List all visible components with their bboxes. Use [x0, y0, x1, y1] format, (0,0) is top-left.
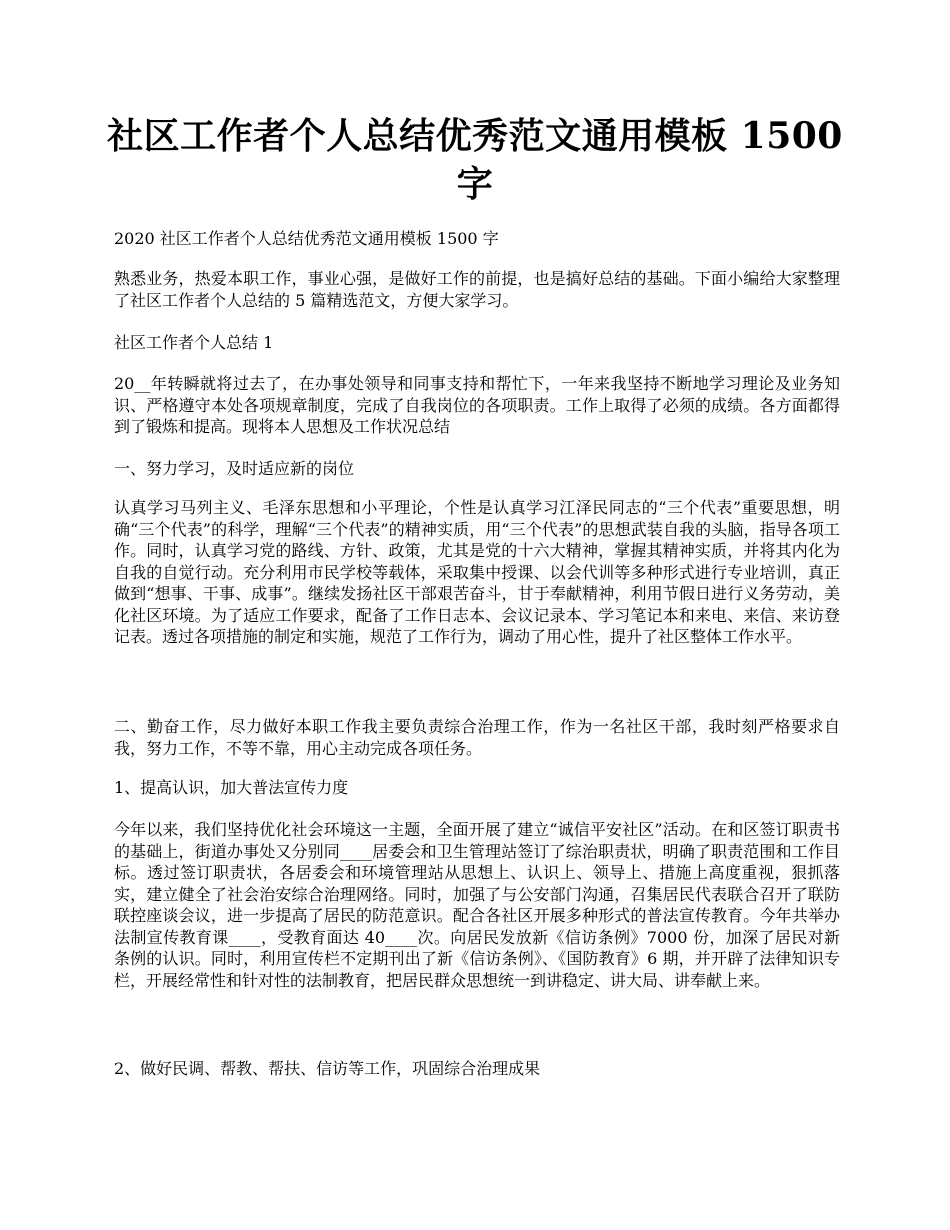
heading-study: 一、努力学习，及时适应新的岗位: [114, 459, 355, 478]
section-heading-summary-1: 社区工作者个人总结 1: [114, 333, 274, 352]
document-title: 社区工作者个人总结优秀范文通用模板 1500 字: [107, 115, 843, 205]
awareness-paragraph: 今年以来，我们坚持优化社会环境这一主题，全面开展了建立“诚信平安社区”活动。在和区签订职责书的基础上，街道办事处又分别同____居委会和卫生管理站签订了综治职责状，明确了职责范围和工作目标。透过签订职责状，各居委会和环境管理站从思想上、认识上、领导上、措施上高度重视，狠抓落实，建立健全了社会治安综合治理网络。同时，加强了与公安部门沟通，召集居民代表联合召开了联防联控座谈会议，进一步提高了居民的防范意识。配合各社区开展多种形式的普法宣传教育。今年共举办法制宣传教育课____，受教育面达 40____次。向居民发放新《信访条例》7000 份，加深了居民对新条例的认识。同时，利用宣传栏不定期刊出了新《信访条例》、《国防教育》6 期，并开辟了法律知识专栏，开展经常性和针对性的法制教育，把居民群众思想统一到讲稳定、讲大局、讲奉献上来。: [114, 820, 840, 990]
heading-awareness: 1、提高认识，加大普法宣传力度: [114, 778, 349, 797]
subtitle-line: 2020 社区工作者个人总结优秀范文通用模板 1500 字: [114, 229, 499, 248]
heading-mediation: 2、做好民调、帮教、帮扶、信访等工作，巩固综合治理成果: [114, 1059, 541, 1078]
study-paragraph: 认真学习马列主义、毛泽东思想和小平理论，个性是认真学习江泽民同志的“三个代表”重要思想，明确“三个代表”的科学，理解“三个代表”的精神实质，用“三个代表”的思想武装自我的头脑，指导各项工作。同时，认真学习党的路线、方针、政策，尤其是党的十六大精神，掌握其精神实质，并将其内化为自我的自觉行动。充分利用市民学校等载体，采取集中授课、以会代训等多种形式进行专业培训，真正做到“想事、干事、成事”。继续发扬社区干部艰苦奋斗，甘于奉献精神，利用节假日进行义务劳动，美化社区环境。为了适应工作要求，配备了工作日志本、会议记录本、学习笔记本和来电、来信、来访登记表。透过各项措施的制定和实施，规范了工作行为，调动了用心性，提升了社区整体工作水平。: [114, 498, 840, 646]
work-paragraph: 二、勤奋工作，尽力做好本职工作我主要负责综合治理工作，作为一名社区干部，我时刻严格要求自我，努力工作，不等不靠，用心主动完成各项任务。: [114, 717, 840, 758]
intro-paragraph: 熟悉业务，热爱本职工作，事业心强，是做好工作的前提，也是搞好总结的基础。下面小编给大家整理了社区工作者个人总结的 5 篇精选范文，方便大家学习。: [114, 269, 840, 310]
summary-opening-paragraph: 20__年转瞬就将过去了，在办事处领导和同事支持和帮忙下，一年来我坚持不断地学习理论及业务知识、严格遵守本处各项规章制度，完成了自我岗位的各项职责。工作上取得了必须的成绩。各方面都得到了锻炼和提高。现将本人思想及工作状况总结: [114, 374, 840, 436]
